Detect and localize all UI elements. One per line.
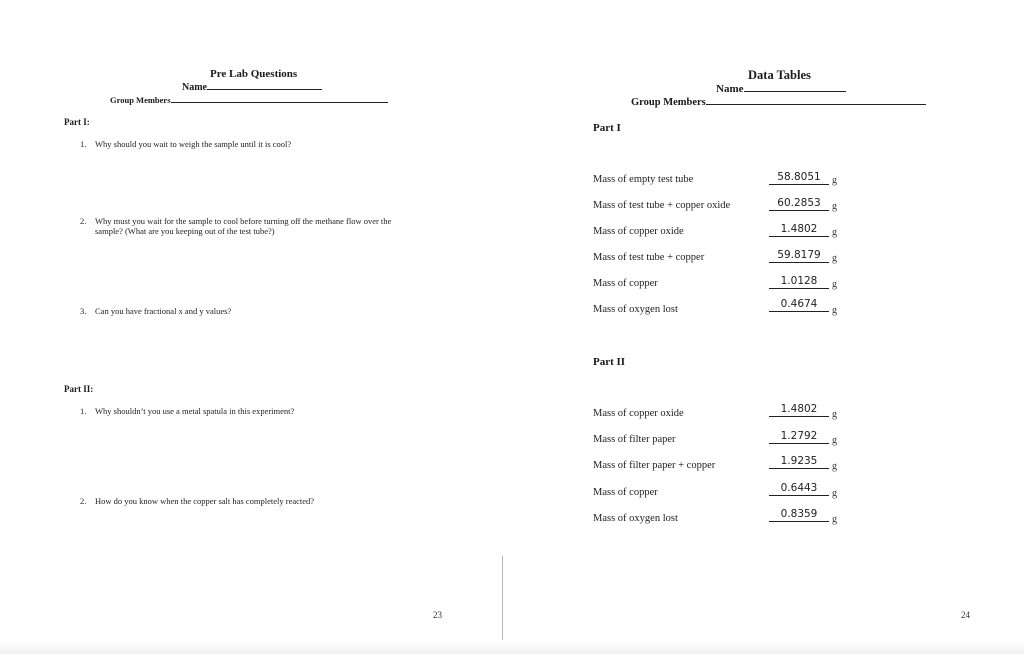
question-number: 3. bbox=[80, 306, 87, 316]
group-members-line bbox=[706, 103, 926, 105]
page-number: 23 bbox=[433, 610, 442, 620]
data-row-label: Mass of copper bbox=[593, 487, 658, 498]
data-row-unit: g bbox=[832, 201, 837, 212]
data-row-label: Mass of filter paper bbox=[593, 434, 676, 445]
question-number: 2. bbox=[80, 216, 87, 226]
data-row-label: Mass of copper bbox=[593, 278, 658, 289]
question-text: sample? (What are you keeping out of the test tube?) bbox=[95, 226, 275, 236]
data-row-value: 0.8359 bbox=[769, 508, 829, 522]
group-members-field bbox=[631, 97, 926, 108]
group-members-field bbox=[110, 95, 388, 105]
question-2-2 bbox=[80, 496, 314, 506]
data-row-label: Mass of empty test tube bbox=[593, 174, 694, 185]
group-members-line bbox=[171, 101, 388, 103]
data-row-value: 0.6443 bbox=[769, 482, 829, 496]
question-text: Why should you wait to weigh the sample until it is cool? bbox=[95, 139, 292, 149]
data-row-value: 1.4802 bbox=[769, 223, 829, 237]
question-text: Why must you wait for the sample to cool before turning off the methane flow over the bbox=[95, 216, 392, 226]
data-row-value: 1.9235 bbox=[769, 455, 829, 469]
data-row-value: 1.2792 bbox=[769, 430, 829, 444]
data-row-unit: g bbox=[832, 279, 837, 290]
part1-label: Part I bbox=[593, 122, 621, 134]
question-line-1 bbox=[80, 216, 391, 226]
name-label: Name bbox=[182, 82, 207, 93]
page-edge-shadow bbox=[0, 640, 1024, 654]
question-text: Why shouldn’t you use a metal spatula in this experiment? bbox=[95, 406, 295, 416]
data-row-unit: g bbox=[832, 409, 837, 420]
question-1-1 bbox=[80, 139, 291, 149]
data-row-label: Mass of oxygen lost bbox=[593, 304, 678, 315]
data-row-label: Mass of test tube + copper oxide bbox=[593, 200, 731, 211]
data-row-unit: g bbox=[832, 253, 837, 264]
data-row-label: Mass of filter paper + copper bbox=[593, 460, 716, 471]
group-members-label: Group Members bbox=[631, 97, 706, 108]
group-members-label: Group Members bbox=[110, 95, 171, 105]
data-row-value: 1.4802 bbox=[769, 403, 829, 417]
question-line-2 bbox=[80, 226, 391, 236]
data-row-unit: g bbox=[832, 175, 837, 186]
question-number: 1. bbox=[80, 406, 87, 416]
data-row-label: Mass of test tube + copper bbox=[593, 252, 705, 263]
question-number: 1. bbox=[80, 139, 87, 149]
data-row-unit: g bbox=[832, 488, 837, 499]
data-row-label: Mass of copper oxide bbox=[593, 408, 684, 419]
data-row-label: Mass of oxygen lost bbox=[593, 513, 678, 524]
name-line bbox=[207, 88, 322, 90]
data-row-label: Mass of copper oxide bbox=[593, 226, 684, 237]
name-field bbox=[182, 82, 322, 93]
question-2-1 bbox=[80, 406, 294, 416]
data-row-value: 1.0128 bbox=[769, 275, 829, 289]
name-line bbox=[744, 90, 846, 92]
part1-label: Part I: bbox=[64, 117, 90, 127]
part2-label: Part II: bbox=[64, 384, 94, 394]
data-row-value: 0.4674 bbox=[769, 298, 829, 312]
part2-label: Part II bbox=[593, 356, 626, 368]
data-tables-title: Data Tables bbox=[748, 68, 811, 82]
data-row-unit: g bbox=[832, 227, 837, 238]
question-text: Can you have fractional x and y values? bbox=[95, 306, 232, 316]
question-number: 2. bbox=[80, 496, 87, 506]
question-1-3 bbox=[80, 306, 231, 316]
question-text: How do you know when the copper salt has completely reacted? bbox=[95, 496, 315, 506]
name-label: Name bbox=[716, 83, 744, 95]
data-row-unit: g bbox=[832, 435, 837, 446]
data-row-unit: g bbox=[832, 461, 837, 472]
data-row-unit: g bbox=[832, 514, 837, 525]
data-row-value: 59.8179 bbox=[769, 249, 829, 263]
left-page bbox=[0, 0, 503, 654]
page-number: 24 bbox=[961, 610, 970, 620]
data-row-unit: g bbox=[832, 305, 837, 316]
name-field bbox=[716, 83, 846, 95]
data-row-value: 60.2853 bbox=[769, 197, 829, 211]
question-1-2 bbox=[80, 216, 391, 236]
prelab-title: Pre Lab Questions bbox=[210, 68, 298, 80]
data-row-value: 58.8051 bbox=[769, 171, 829, 185]
right-page bbox=[504, 0, 1024, 654]
